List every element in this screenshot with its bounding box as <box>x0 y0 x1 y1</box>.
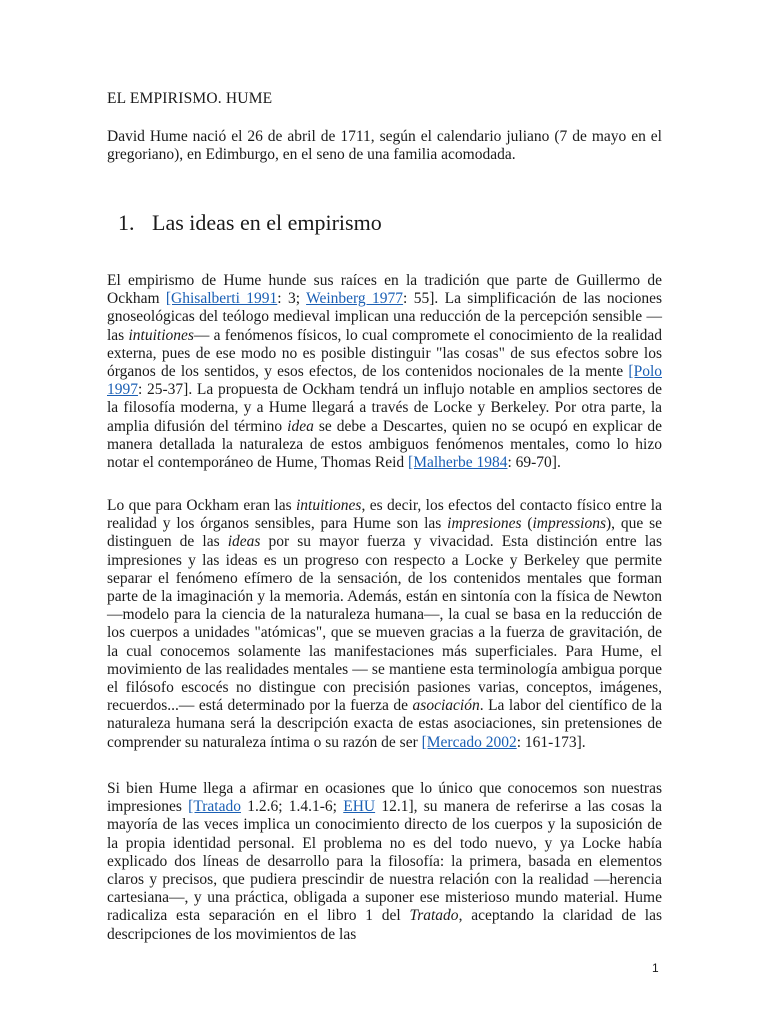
paragraph-3 <box>107 780 662 944</box>
intro-paragraph: David Hume nació el 26 de abril de 1711, según el calendario juliano (7 de mayo en el gregoriano), en Edimburgo, en el seno de una familia acomodada. <box>107 128 662 164</box>
citation-link-ehu[interactable]: EHU <box>343 798 376 816</box>
page-number: 1 <box>652 961 659 975</box>
text-span: ), que se distinguen de las <box>107 515 662 551</box>
emphasis-term: intuitiones <box>296 497 362 514</box>
text-span: . La labor del científico de la naturaleza humana será la descripción exacta de estas asociaciones, sin pretensiones de comprender su naturaleza íntima o su razón de ser <box>107 697 662 751</box>
citation-link-malherbe[interactable]: [Malherbe 1984 <box>408 454 508 472</box>
text-span: : 25-37]. La propuesta de Ockham tendrá un influjo notable en amplios sectores de la filosofía moderna, y a Hume llegará a través de Locke y Berkeley. Por otra parte, la amplia difusión del término <box>107 381 662 435</box>
text-span: 12.1], su manera de referirse a las cosas la mayoría de las veces implica un conocimiento directo de los cuerpos y la suposición de la propia identidad personal. El problema no es del todo nuevo, y ya Locke había explicado dos líneas de desarrollo para la filosofía: la primera, basada en elementos claros y precisos, que pudiera prescindir de nuestra relación con la realidad —herencia cartesiana—, y una práctica, obligada a suponer ese misterioso mundo material. Hume radicaliza esta separación en el libro 1 del <box>107 798 662 925</box>
text-span: — a fenómenos físicos, lo cual compromete el conocimiento de la realidad externa, pues de ese modo no es posible distinguir "las cosas" de sus efectos sobre los órganos de los sentidos, y esos efectos, de los contenidos nocionales de la mente <box>107 326 662 381</box>
section-number: 1. <box>118 210 135 235</box>
citation-link-tratado[interactable]: [Tratado <box>188 798 241 816</box>
citation-link-weinberg[interactable]: Weinberg 1977 <box>306 290 404 308</box>
emphasis-term: impressions <box>532 515 606 533</box>
text-span: : 55]. La simplificación de las nociones gnoseológicas del teólogo medieval implican una reducción de la percepción sensible —las <box>107 290 663 344</box>
text-span: 1.2.6; 1.4.1-6; <box>240 798 344 816</box>
text-span: Lo que para Ockham eran las <box>107 497 296 514</box>
citation-link-ghisalberti[interactable]: [Ghisalberti 1991 <box>165 290 278 308</box>
emphasis-term: impresiones <box>447 515 522 533</box>
emphasis-term: Tratado <box>409 907 459 925</box>
citation-link-polo[interactable]: [Polo 1997 <box>107 363 662 399</box>
text-span: se debe a Descartes, quien no se ocupó en explicar de manera detallada la naturaleza de estos ambiguos fenómenos mentales, como lo hizo notar el contemporáneo de Hume, Thomas Reid <box>107 417 662 472</box>
emphasis-term: idea <box>287 417 314 435</box>
text-span: , es decir, los efectos del contacto físico entre la realidad y los órganos sensibles, para Hume son las <box>107 497 662 533</box>
text-span: : 161-173]. <box>516 733 586 751</box>
emphasis-term: ideas <box>227 533 261 551</box>
emphasis-term: intuitiones <box>128 326 194 344</box>
emphasis-term: asociación <box>412 697 480 715</box>
text-span: , aceptando la claridad de las descripciones de los movimientos de las <box>107 907 663 943</box>
text-span: El empirismo de Hume hunde sus raíces en la tradición que parte de Guillermo de Ockham <box>107 272 662 308</box>
text-span: Si bien Hume llega a afirmar en ocasiones que lo único que conocemos son nuestras impresiones <box>107 780 662 816</box>
paragraph-1 <box>107 272 662 472</box>
text-span: por su mayor fuerza y vivacidad. Esta distinción entre las impresiones y las ideas es un progreso con respecto a Locke y Berkeley que permite separar el fenómeno efímero de la sensación, de los contenidos mentales que forman parte de la imaginación y la memoria. Además, están en sintonía con la física de Newton —modelo para la ciencia de la naturaleza humana—, la cual se basa en la reducción de los cuerpos a unidades "atómicas", que se mueven gracias a la fuerza de gravitación, de la cual conocemos solamente las manifestaciones más superficiales. Para Hume, el movimiento de las realidades mentales — se mantiene esta terminología ambigua porque el filósofo escocés no distingue con precisión pasiones varias, conceptos, imágenes, recuerdos...— está determinado por la fuerza de <box>107 533 662 715</box>
text-span: : 69-70]. <box>507 454 561 472</box>
text-span: : 3; <box>277 290 307 308</box>
section-title: Las ideas en el empirismo <box>152 210 382 235</box>
document-title: EL EMPIRISMO. HUME <box>107 90 273 107</box>
section-heading <box>118 210 382 236</box>
text-span: ( <box>521 515 533 533</box>
paragraph-2 <box>107 497 662 752</box>
citation-link-mercado[interactable]: [Mercado 2002 <box>421 733 517 751</box>
